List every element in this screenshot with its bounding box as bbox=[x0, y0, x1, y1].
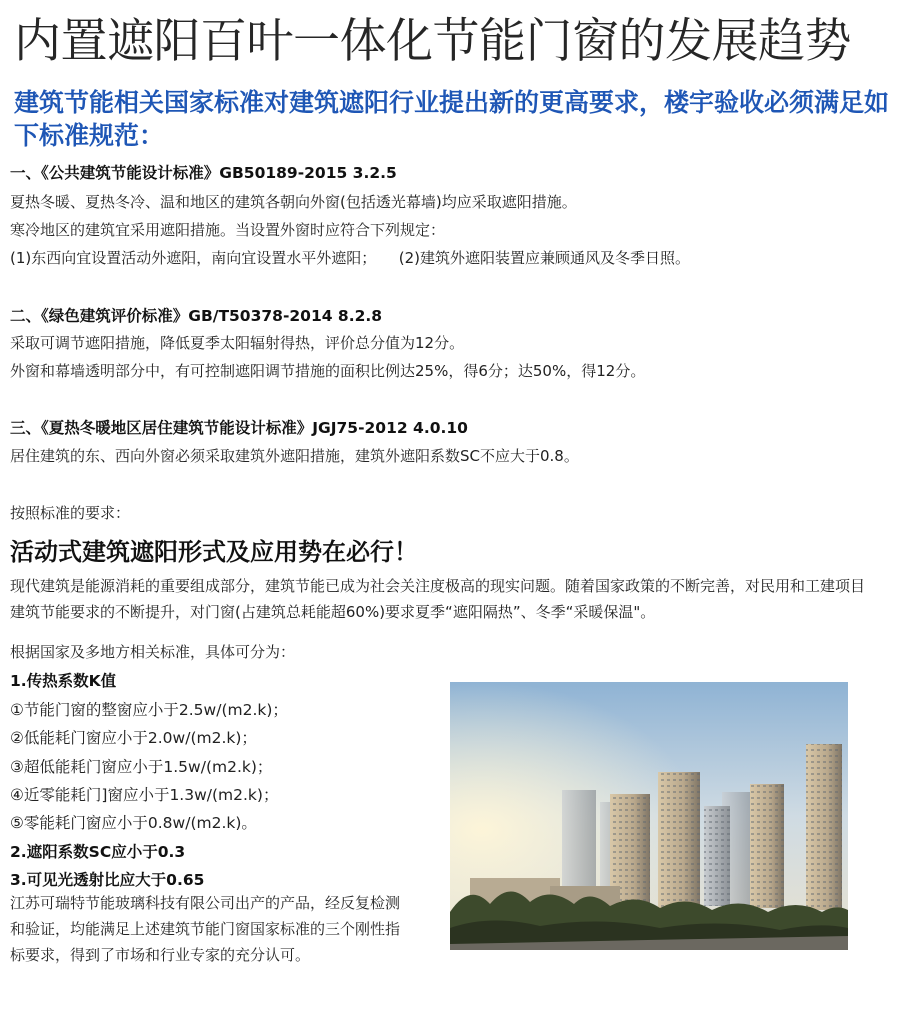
section-1-line-2: 寒冷地区的建筑宜采用遮阳措施。当设置外窗时应符合下列规定： bbox=[10, 221, 446, 239]
requirement-intro: 按照标准的要求： bbox=[10, 504, 131, 522]
big-statement: 活动式建筑遮阳形式及应用势在必行！ bbox=[10, 538, 418, 566]
k-item-4: ④近零能耗门]窗应小于1.3w/(m2.k)； bbox=[10, 786, 279, 804]
k-item-1: ①节能门窗的整窗应小于2.5w/(m2.k)； bbox=[10, 701, 288, 719]
skyline-illustration bbox=[450, 682, 848, 950]
k-item-5: ⑤零能耗门窗应小于0.8w/(m2.k)。 bbox=[10, 814, 257, 832]
sc-heading: 2.遮阳系数SC应小于0.3 bbox=[10, 843, 186, 861]
section-1-heading: 一、《公共建筑节能设计标准》GB50189-2015 3.2.5 bbox=[10, 164, 397, 182]
section-2-heading: 二、《绿色建筑评价标准》GB/T50378-2014 8.2.8 bbox=[10, 307, 383, 325]
classify-intro: 根据国家及多地方相关标准，具体可分为： bbox=[10, 643, 296, 661]
section-3-heading: 三、《夏热冬暖地区居住建筑节能设计标准》JGJ75-2012 4.0.10 bbox=[10, 419, 468, 437]
k-value-heading: 1.传热系数K值 bbox=[10, 672, 117, 690]
vt-heading: 3.可见光透射比应大于0.65 bbox=[10, 871, 205, 889]
subheading: 建筑节能相关国家标准对建筑遮阳行业提出新的更高要求，楼宇验收必须满足如下标准规范： bbox=[14, 88, 890, 150]
section-1-line-3: (1)东西向宜设置活动外遮阳，南向宜设置水平外遮阳； (2)建筑外遮阳装置应兼顾通风及冬季日照。 bbox=[10, 249, 690, 267]
page-title: 内置遮阳百叶一体化节能门窗的发展趋势 bbox=[14, 14, 851, 69]
k-item-3: ③超低能耗门窗应小于1.5w/(m2.k)； bbox=[10, 758, 273, 776]
k-item-2: ②低能耗门窗应小于2.0w/(m2.k)； bbox=[10, 729, 257, 747]
section-1-line-1: 夏热冬暖、夏热冬冷、温和地区的建筑各朝向外窗(包括透光幕墙)均应采取遮阳措施。 bbox=[10, 193, 577, 211]
company-statement: 江苏可瑞特节能玻璃科技有限公司出产的产品，经反复检测和验证，均能满足上述建筑节能门窗国家标准的三个刚性指标要求，得到了市场和行业专家的充分认可。 bbox=[10, 894, 401, 964]
section-2-line-1: 采取可调节遮阳措施，降低夏季太阳辐射得热，评价总分值为12分。 bbox=[10, 334, 465, 352]
intro-paragraph: 现代建筑是能源消耗的重要组成部分，建筑节能已成为社会关注度极高的现实问题。随着国家政策的不断完善，对民用和工建项目建筑节能要求的不断提升，对门窗(占建筑总耗能超60%)要求夏季“遮阳隔热”、冬季“采暖保温"。 bbox=[10, 577, 866, 621]
section-3-line-1: 居住建筑的东、西向外窗必须采取建筑外遮阳措施，建筑外遮阳系数SC不应大于0.8。 bbox=[10, 447, 579, 465]
section-2-line-2: 外窗和幕墙透明部分中，有可控制遮阳调节措施的面积比例达25%，得6分；达50%，得12分。 bbox=[10, 362, 646, 380]
city-skyline-photo bbox=[450, 682, 848, 950]
